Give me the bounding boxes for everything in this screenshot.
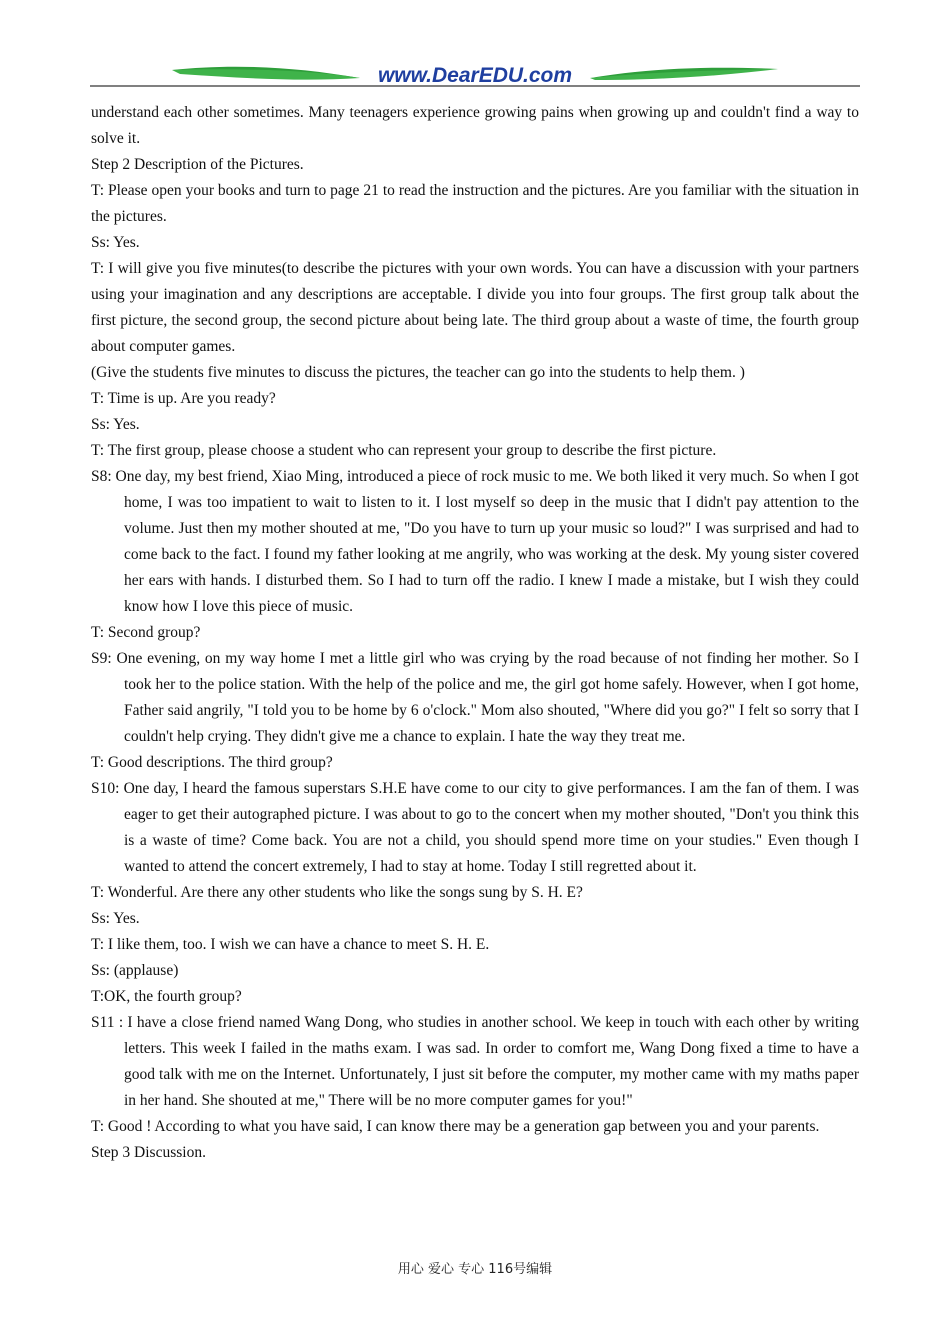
site-logo-text: www.DearEDU.com (377, 64, 573, 87)
paragraph: T:OK, the fourth group? (91, 988, 242, 1005)
paragraph: Ss: (applause) (91, 962, 179, 979)
page-footer: 用心 爱心 专心 116号编辑 (397, 1262, 553, 1277)
paragraph: understand each other sometimes. Many teenagers experience growing pains when growing up and couldn't find a way to solve it. (91, 104, 859, 147)
paragraph: S9: One evening, on my way home I met a little girl who was crying by the road because of not finding her mother. So I took her to the police station. With the help of the police and me, the girl got home safely. However, when I got home, Father said angrily, "I told you to be home by 6 o'clock." Mom also shouted, "Where did you go?" I felt so sorry that I couldn't help crying. They didn't give me a chance to explain. I hate the way they treat me. (91, 650, 859, 745)
paragraph: T: I will give you five minutes(to describe the pictures with your own words. You can have a discussion with your partners using your imagination and any descriptions are acceptable. I divide you into four groups. The first group talk about the first picture, the second group, the second picture about being late. The third group about a waste of time, the fourth group about computer games. (91, 260, 859, 355)
paragraph: T: Good descriptions. The third group? (91, 754, 333, 771)
paragraph: T: I like them, too. I wish we can have a chance to meet S. H. E. (91, 936, 490, 953)
page-header (90, 60, 860, 90)
paragraph: S8: One day, my best friend, Xiao Ming, introduced a piece of rock music to me. We both liked it very much. So when I got home, I was too impatient to wait to listen to it. I lost myself so deep in the music that I didn't pay attention to the volume. Just then my mother shouted at me, "Do you have to turn up your music so loud?" I was surprised and had to come back to the fact. I found my father looking at me angrily, who was working at the desk. My young sister covered her ears with hands. I disturbed them. So I had to turn off the radio. I knew I made a mistake, but I wish they could know how I love this piece of music. (91, 468, 859, 615)
paragraph: Step 2 Description of the Pictures. (91, 156, 304, 173)
paragraph: T: Please open your books and turn to page 21 to read the instruction and the pictures. Are you familiar with the situation in the pictures. (91, 182, 859, 225)
left-swoosh-shadow-icon (172, 69, 360, 79)
document-body (91, 100, 859, 1166)
paragraph: T: Time is up. Are you ready? (91, 390, 276, 407)
paragraph: Ss: Yes. (91, 910, 140, 927)
paragraph: (Give the students five minutes to discuss the pictures, the teacher can go into the students to help them. ) (91, 364, 745, 381)
paragraph: Ss: Yes. (91, 416, 140, 433)
paragraph: Ss: Yes. (91, 234, 140, 251)
paragraph: T: Wonderful. Are there any other students who like the songs sung by S. H. E? (91, 884, 583, 901)
paragraph: S10: One day, I heard the famous superstars S.H.E have come to our city to give performances. I am the fan of them. I was eager to get their autographed picture. I was about to go to the concert when my mother shouted, "Don't you think this is a waste of time? Come back. You are not a child, you should spend more time on your studies." Even though I wanted to attend the concert extremely, I had to stay at home. Today I still regretted about it. (91, 780, 859, 875)
paragraph: T: Second group? (91, 624, 201, 641)
paragraph: T: Good ! According to what you have said, I can know there may be a generation gap between you and your parents. (91, 1118, 820, 1135)
paragraph: Step 3 Discussion. (91, 1144, 206, 1161)
paragraph: S11 : I have a close friend named Wang Dong, who studies in another school. We keep in touch with each other by writing letters. This week I failed in the maths exam. I was sad. In order to comfort me, Wang Dong fixed a time to have a good talk with me on the Internet. Unfortunately, I just sit before the computer, my mother came with my maths paper in her hand. She shouted at me," There will be no more computer games for you!" (91, 1014, 859, 1109)
paragraph: T: The first group, please choose a student who can represent your group to describe the first picture. (91, 442, 717, 459)
header-banner (90, 60, 860, 90)
